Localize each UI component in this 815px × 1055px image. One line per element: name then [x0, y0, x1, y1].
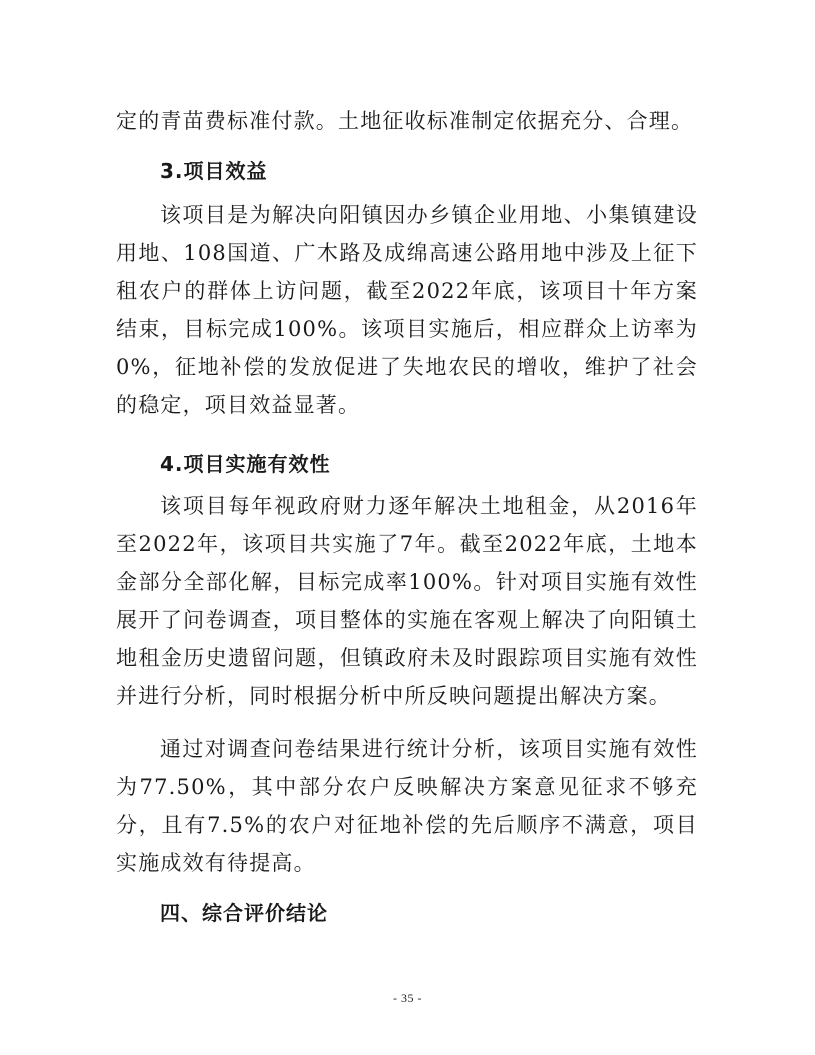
heading-project-benefit: 3.项目效益	[160, 159, 268, 183]
heading-overall-conclusion: 四、综合评价结论	[160, 901, 328, 925]
paragraph-survey-analysis: 通过对调查问卷结果进行统计分析，该项目实施有效性为77.50%，其中部分农户反映解决方案意见征求不够充分，且有7.5%的农户对征地补偿的先后顺序不满意，项目实施成效有待提高。	[116, 737, 698, 875]
page-number: - 35 -	[393, 991, 422, 1005]
paragraph-project-benefit: 该项目是为解决向阳镇因办乡镇企业用地、小集镇建设用地、108国道、广木路及成绵高速公路用地中涉及上征下租农户的群体上访问题，截至2022年底，该项目十年方案结束，目标完成100%。该项目实施后，相应群众上访率为0%，征地补偿的发放促进了失地农民的增收，维护了社会的稳定，项目效益显著。	[116, 203, 698, 417]
heading-implementation-effectiveness: 4.项目实施有效性	[160, 452, 331, 476]
paragraph-land-standard: 定的青苗费标准付款。土地征收标准制定依据充分、合理。	[116, 109, 694, 133]
paragraph-implementation-effectiveness: 该项目每年视政府财力逐年解决土地租金，从2016年至2022年，该项目共实施了7年。截至2022年底，土地本金部分全部化解，目标完成率100%。针对项目实施有效性展开了问卷调查，项目整体的实施在客观上解决了向阳镇土地租金历史遗留问题，但镇政府未及时跟踪项目实施有效性并进行分析，同时根据分析中所反映问题提出解决方案。	[116, 494, 698, 708]
